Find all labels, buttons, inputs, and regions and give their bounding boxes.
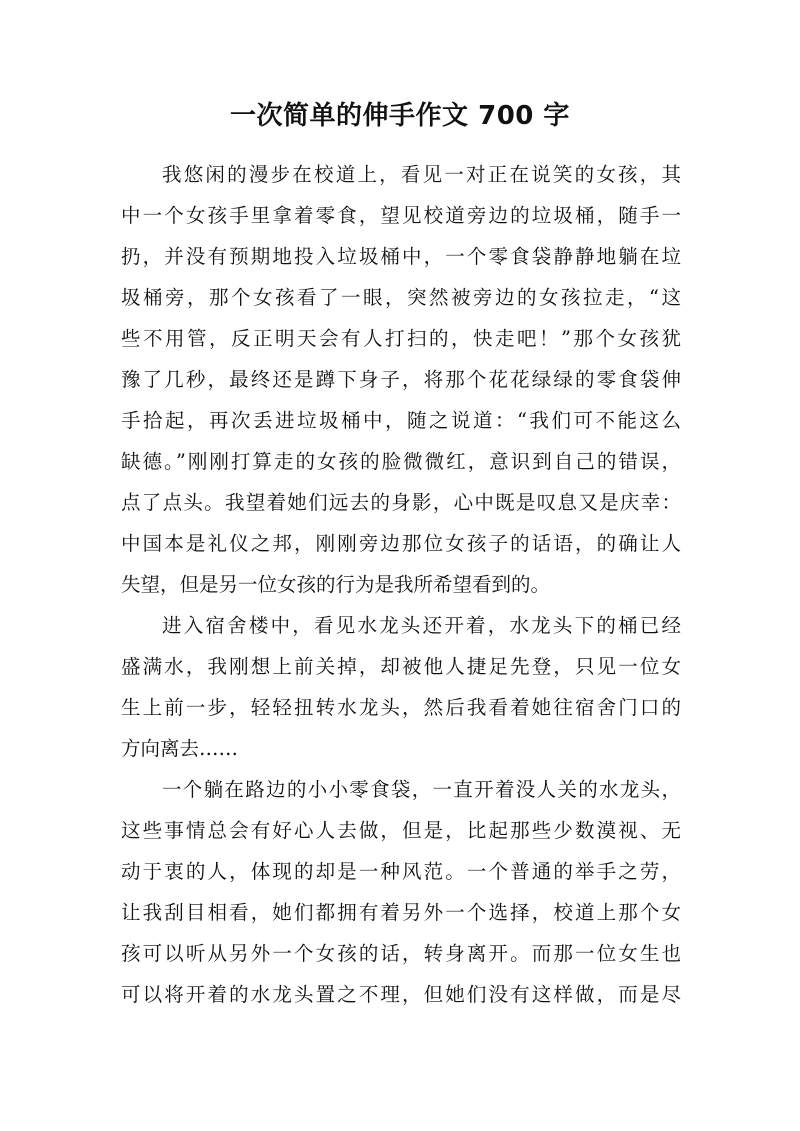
text-line: 中国本是礼仪之邦，刚刚旁边那位女孩子的话语，的确让人 (121, 532, 681, 555)
text-line: 方向离去…… (121, 737, 239, 760)
text-line: 进入宿舍楼中，看见水龙头还开着，水龙头下的桶已经 (162, 614, 681, 637)
text-line: 手拾起，再次丢进垃圾桶中，随之说道：“我们可不能这么 (121, 409, 681, 432)
text-line: 中一个女孩手里拿着零食，望见校道旁边的垃圾桶，随手一 (121, 204, 681, 227)
paragraph-3 (121, 769, 681, 1015)
text-line: 豫了几秒，最终还是蹲下身子，将那个花花绿绿的零食袋伸 (121, 368, 681, 391)
text-line: 点了点头。我望着她们远去的身影，心中既是叹息又是庆幸： (121, 491, 681, 514)
text-line: 动于衷的人，体现的却是一种风范。一个普通的举手之劳， (121, 860, 681, 883)
text-line: 我悠闲的漫步在校道上，看见一对正在说笑的女孩，其 (162, 163, 681, 186)
document-title: 一次简单的伸手作文 700 字 (230, 101, 570, 131)
text-line: 些不用管，反正明天会有人打扫的，快走吧！”那个女孩犹 (121, 327, 681, 350)
text-line: 生上前一步，轻轻扭转水龙头，然后我看着她往宿舍门口的 (121, 696, 681, 719)
text-line: 扔，并没有预期地投入垃圾桶中，一个零食袋静静地躺在垃 (121, 245, 681, 268)
text-line: 盛满水，我刚想上前关掉，却被他人捷足先登，只见一位女 (121, 655, 681, 678)
paragraph-1 (121, 154, 681, 605)
document-body (121, 154, 681, 1015)
text-line: 让我刮目相看，她们都拥有着另外一个选择，校道上那个女 (121, 901, 681, 924)
text-line: 孩可以听从另外一个女孩的话，转身离开。而那一位女生也 (121, 942, 681, 965)
paragraph-2 (121, 605, 681, 769)
text-line: 缺德。”刚刚打算走的女孩的脸微微红，意识到自己的错误， (121, 450, 681, 473)
text-line: 圾桶旁，那个女孩看了一眼，突然被旁边的女孩拉走，“这 (121, 286, 681, 309)
text-line: 可以将开着的水龙头置之不理，但她们没有这样做，而是尽 (121, 983, 681, 1006)
text-line: 一个躺在路边的小小零食袋，一直开着没人关的水龙头， (162, 778, 681, 801)
text-line: 失望，但是另一位女孩的行为是我所希望看到的。 (121, 573, 551, 596)
text-line: 这些事情总会有好心人去做，但是，比起那些少数漠视、无 (121, 819, 681, 842)
